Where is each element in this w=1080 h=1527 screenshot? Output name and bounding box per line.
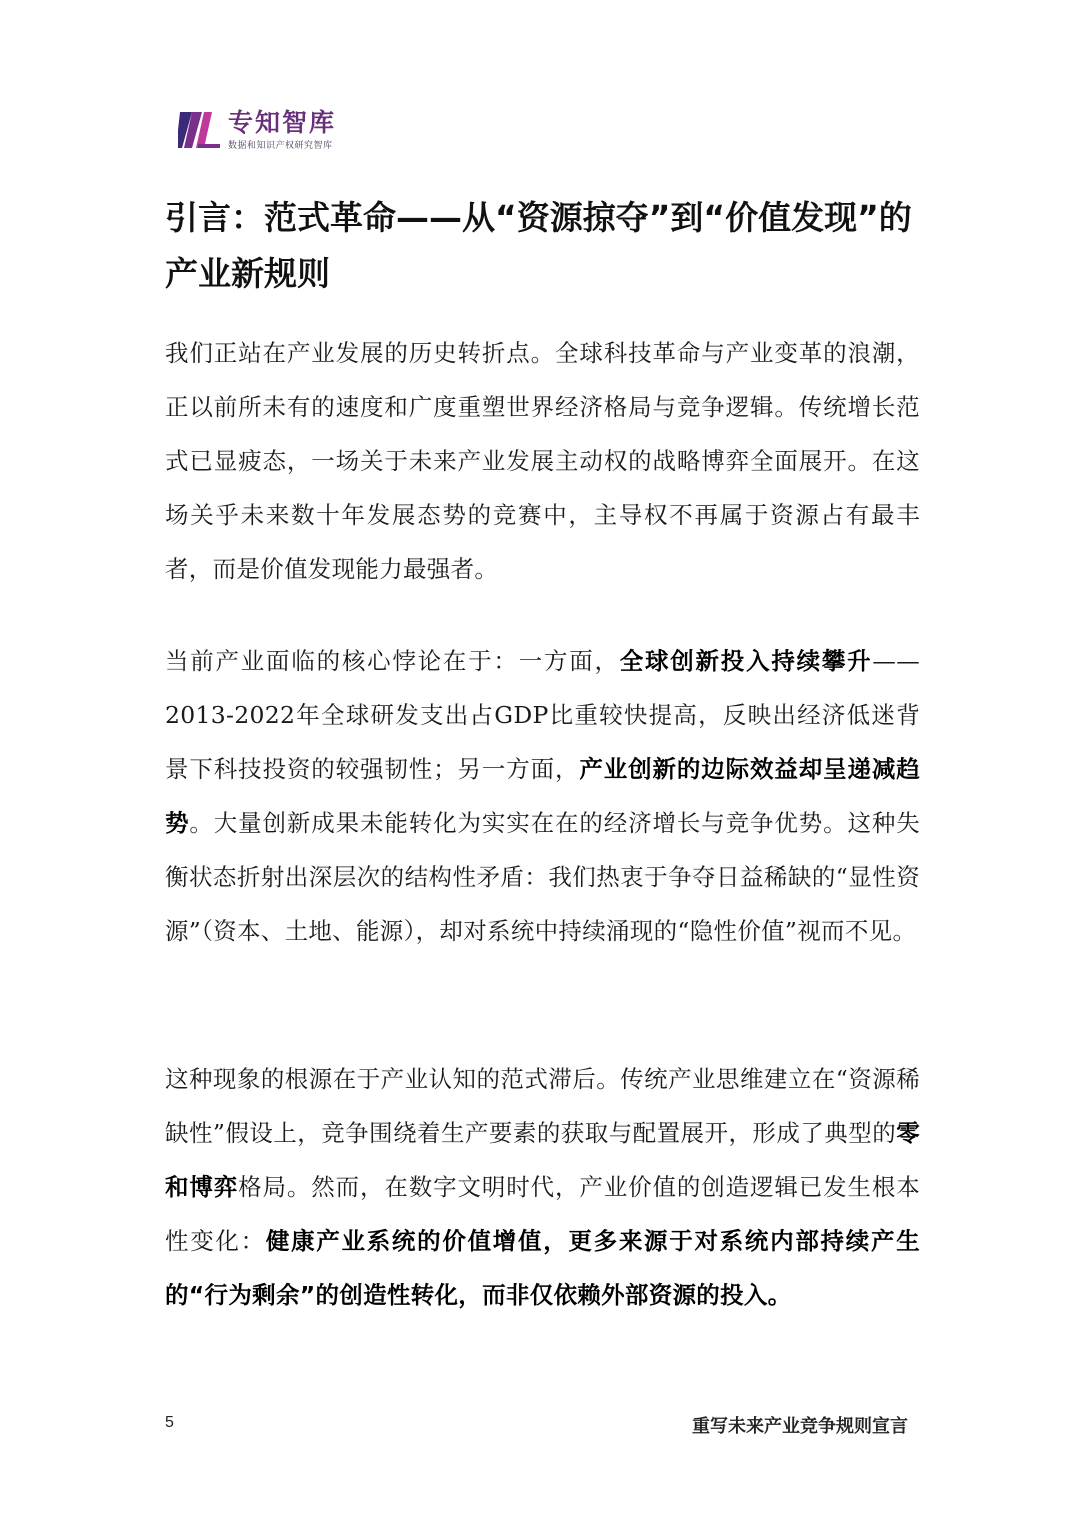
zhuanzhi-logo-icon xyxy=(178,108,222,152)
paragraph-3-bold-1: 零和博弈 xyxy=(165,1119,920,1201)
section-heading: 引言：范式革命——从“资源掠夺”到“价值发现”的产业新规则 xyxy=(165,198,912,293)
paragraph-2-text-1: 当前产业面临的核心悖论在于：一方面， xyxy=(165,647,620,675)
paragraph-2 xyxy=(165,634,920,958)
brand-tagline: 数据和知识产权研究智库 xyxy=(228,141,333,151)
paragraph-1: 我们正站在产业发展的历史转折点。全球科技革命与产业变革的浪潮，正以前所未有的速度和广度重塑世界经济格局与竞争逻辑。传统增长范式已显疲态，一场关于未来产业发展主动权的战略博弈全面展开。在这场关乎未来数十年发展态势的竞赛中，主导权不再属于资源占有最丰者，而是价值发现能力最强者。 xyxy=(165,339,920,583)
brand-name: 专知智库 xyxy=(228,108,337,137)
paragraph-3 xyxy=(165,1052,920,1322)
paragraph-3-text-2: 格局。然而，在数字文明时代，产业价值的创造逻辑已发生根本性变化： xyxy=(165,1173,920,1255)
paragraph-2-bold-2: 产业创新的边际效益却呈递减趋势 xyxy=(165,755,920,837)
paragraph-3-text-1: 这种现象的根源在于产业认知的范式滞后。传统产业思维建立在“资源稀缺性”假设上，竞争围绕着生产要素的获取与配置展开，形成了典型的 xyxy=(165,1065,920,1147)
paragraph-2-text-2: ——2013-2022年全球研发支出占GDP比重较快提高，反映出经济低迷背景下科技投资的较强韧性；另一方面， xyxy=(165,647,920,783)
paragraph-2-bold-1: 全球创新投入持续攀升 xyxy=(619,647,873,675)
paragraph-2-text-3: 。大量创新成果未能转化为实实在在的经济增长与竞争优势。这种失衡状态折射出深层次的结构性矛盾：我们热衷于争夺日益稀缺的“显性资源”（资本、土地、能源），却对系统中持续涌现的“隐性价值”视而不见。 xyxy=(165,809,920,945)
paragraph-3-bold-2: 健康产业系统的价值增值，更多来源于对系统内部持续产生的“行为剩余”的创造性转化，而非仅依赖外部资源的投入。 xyxy=(165,1227,920,1309)
brand-logo xyxy=(178,108,336,154)
footer-doc-title: 重写未来产业竞争规则宣言 xyxy=(692,1416,908,1437)
page-number: 5 xyxy=(165,1414,174,1431)
